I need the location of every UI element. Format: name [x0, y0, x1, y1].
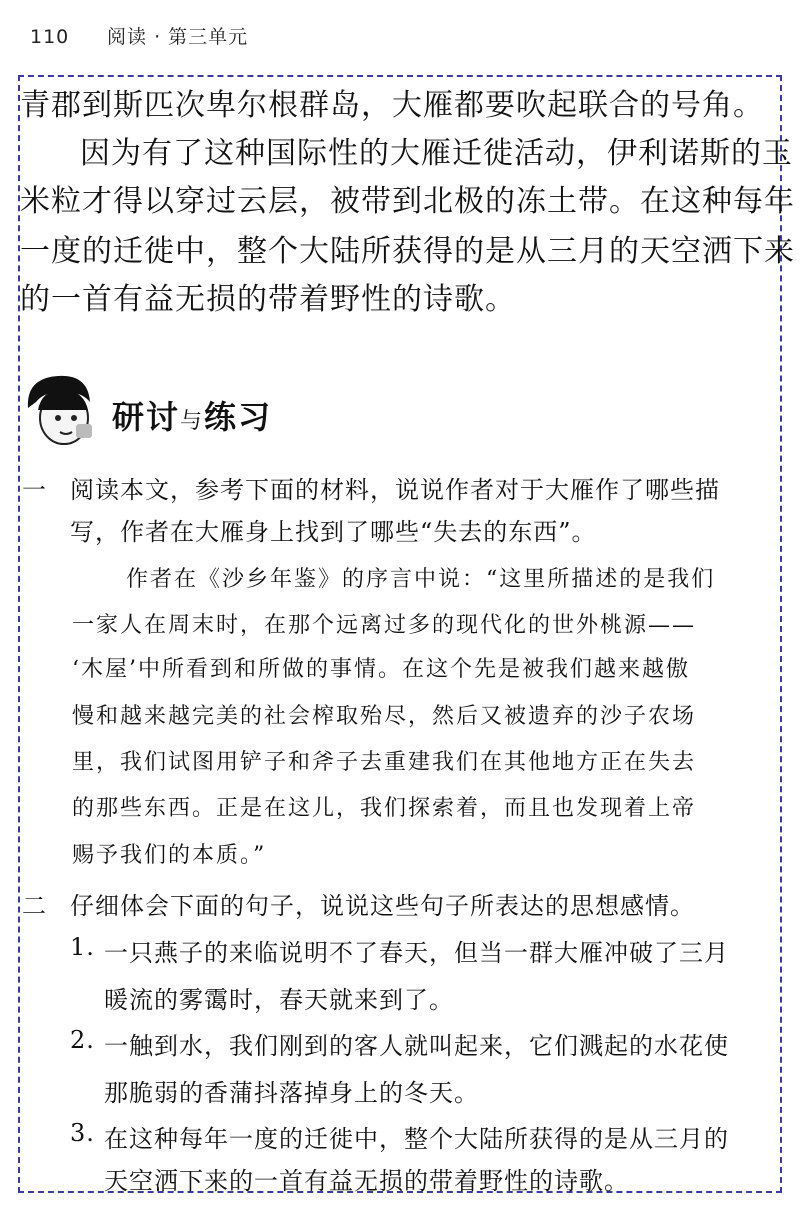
page-number: 110 — [30, 26, 70, 48]
q1-line-1: 阅读本文，参考下面的材料，说说作者对于大雁作了哪些描 — [70, 476, 720, 504]
section-title-a: 研讨 — [112, 398, 181, 436]
q2-item-3-line-1: 在这种每年一度的迁徙中，整个大陆所获得的是从三月的 — [104, 1125, 729, 1153]
passage-line-5: 的一首有益无损的带着野性的诗歌。 — [20, 282, 516, 317]
q1-marker: 一 — [22, 476, 46, 504]
q2-item-2-line-1: 一触到水，我们刚到的客人就叫起来，它们溅起的水花使 — [104, 1032, 729, 1060]
running-title: 阅读 · 第三单元 — [107, 26, 249, 48]
section-title-b: 练习 — [204, 398, 273, 436]
quote-line-1: 作者在《沙乡年鉴》的序言中说：“这里所描述的是我们 — [126, 567, 716, 592]
quote-line-4: 慢和越来越完美的社会榨取殆尽，然后又被遗弃的沙子农场 — [72, 704, 697, 729]
section-title-joiner: 与 — [180, 409, 205, 434]
quote-line-5: 里，我们试图用铲子和斧子去重建我们在其他地方正在失去 — [72, 750, 697, 775]
q2-item-2-line-2: 那脆弱的香蒲抖落掉身上的冬天。 — [104, 1079, 479, 1107]
quote-line-3: ‘木屋’中所看到和所做的事情。在这个先是被我们越来越傲 — [72, 657, 690, 682]
q2-marker: 二 — [22, 892, 46, 920]
q2-item-3-number: 3. — [70, 1119, 95, 1147]
q2-item-2-number: 2. — [70, 1026, 95, 1054]
student-mascot-illustration — [18, 368, 110, 450]
passage-line-1: 青郡到斯匹次卑尔根群岛，大雁都要吹起联合的号角。 — [20, 88, 764, 123]
page-header — [30, 22, 248, 49]
q1-line-2: 写，作者在大雁身上找到了哪些“失去的东西”。 — [70, 518, 597, 546]
passage-line-3: 米粒才得以穿过云层，被带到北极的冻土带。在这种每年 — [20, 184, 795, 219]
quote-line-7: 赐予我们的本质。” — [72, 843, 267, 868]
section-title — [112, 392, 272, 438]
q2-item-1-number: 1. — [70, 933, 95, 961]
q2-item-1-line-2: 暖流的雾霭时，春天就来到了。 — [104, 986, 454, 1014]
passage-line-2: 因为有了这种国际性的大雁迁徙活动，伊利诺斯的玉 — [80, 136, 793, 171]
q2-item-1-line-1: 一只燕子的来临说明不了春天，但当一群大雁冲破了三月 — [104, 939, 729, 967]
q2-item-3-line-2: 天空洒下来的一首有益无损的带着野性的诗歌。 — [104, 1167, 629, 1195]
quote-line-6: 的那些东西。正是在这儿，我们探索着，而且也发现着上帝 — [72, 796, 697, 821]
q2-prompt: 仔细体会下面的句子，说说这些句子所表达的思想感情。 — [70, 892, 695, 920]
quote-line-2: 一家人在周末时，在那个远离过多的现代化的世外桃源—— — [72, 613, 697, 638]
passage-line-4: 一度的迁徙中，整个大陆所获得的是从三月的天空洒下来 — [20, 234, 795, 269]
